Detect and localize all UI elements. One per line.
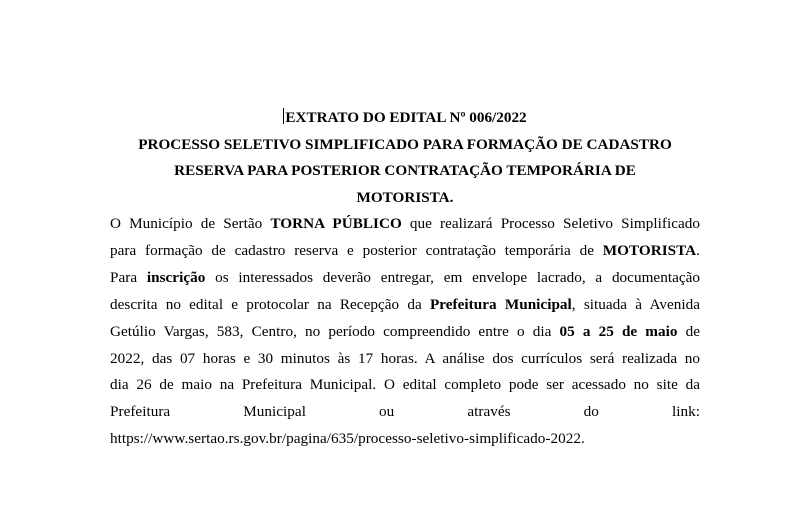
body-line-5: Getúlio Vargas, 583, Centro, no período compreendido entre o dia 05 a 25 de maio de (110, 322, 700, 340)
body-line-1: O Município de Sertão TORNA PÚBLICO que realizará Processo Seletivo Simplificado (110, 215, 700, 232)
document-subtitle-line-2: RESERVA PARA POSTERIOR CONTRATAÇÃO TEMPORÁRIA DE (174, 162, 636, 179)
document-subtitle-line-1: PROCESSO SELETIVO SIMPLIFICADO PARA FORMAÇÃO DE CADASTRO (138, 135, 672, 153)
document-body (110, 211, 700, 453)
body-line-4: descrita no edital e protocolar na Recepção da Prefeitura Municipal, situada à Avenida (110, 295, 700, 313)
document-subtitle-line-3: MOTORISTA. (356, 188, 454, 206)
body-line-2: para formação de cadastro reserva e posterior contratação temporária de MOTORISTA. (110, 241, 700, 259)
body-line-3: Para inscrição os interessados deverão entregar, em envelope lacrado, a documentação (110, 268, 701, 286)
body-line-6: 2022, das 07 horas e 30 minutos às 17 horas. A análise dos currículos será realizada no (110, 349, 700, 367)
edital-link[interactable]: https://www.sertao.rs.gov.br/pagina/635/processo-seletivo-simplificado-2022. (110, 430, 585, 448)
body-line-7: dia 26 de maio na Prefeitura Municipal. O edital completo pode ser acessado no site da (110, 376, 700, 394)
document (110, 105, 700, 453)
body-line-8: Prefeitura Municipal ou através do link: (110, 403, 700, 421)
document-title: EXTRATO DO EDITAL Nº 006/2022 (285, 109, 527, 126)
